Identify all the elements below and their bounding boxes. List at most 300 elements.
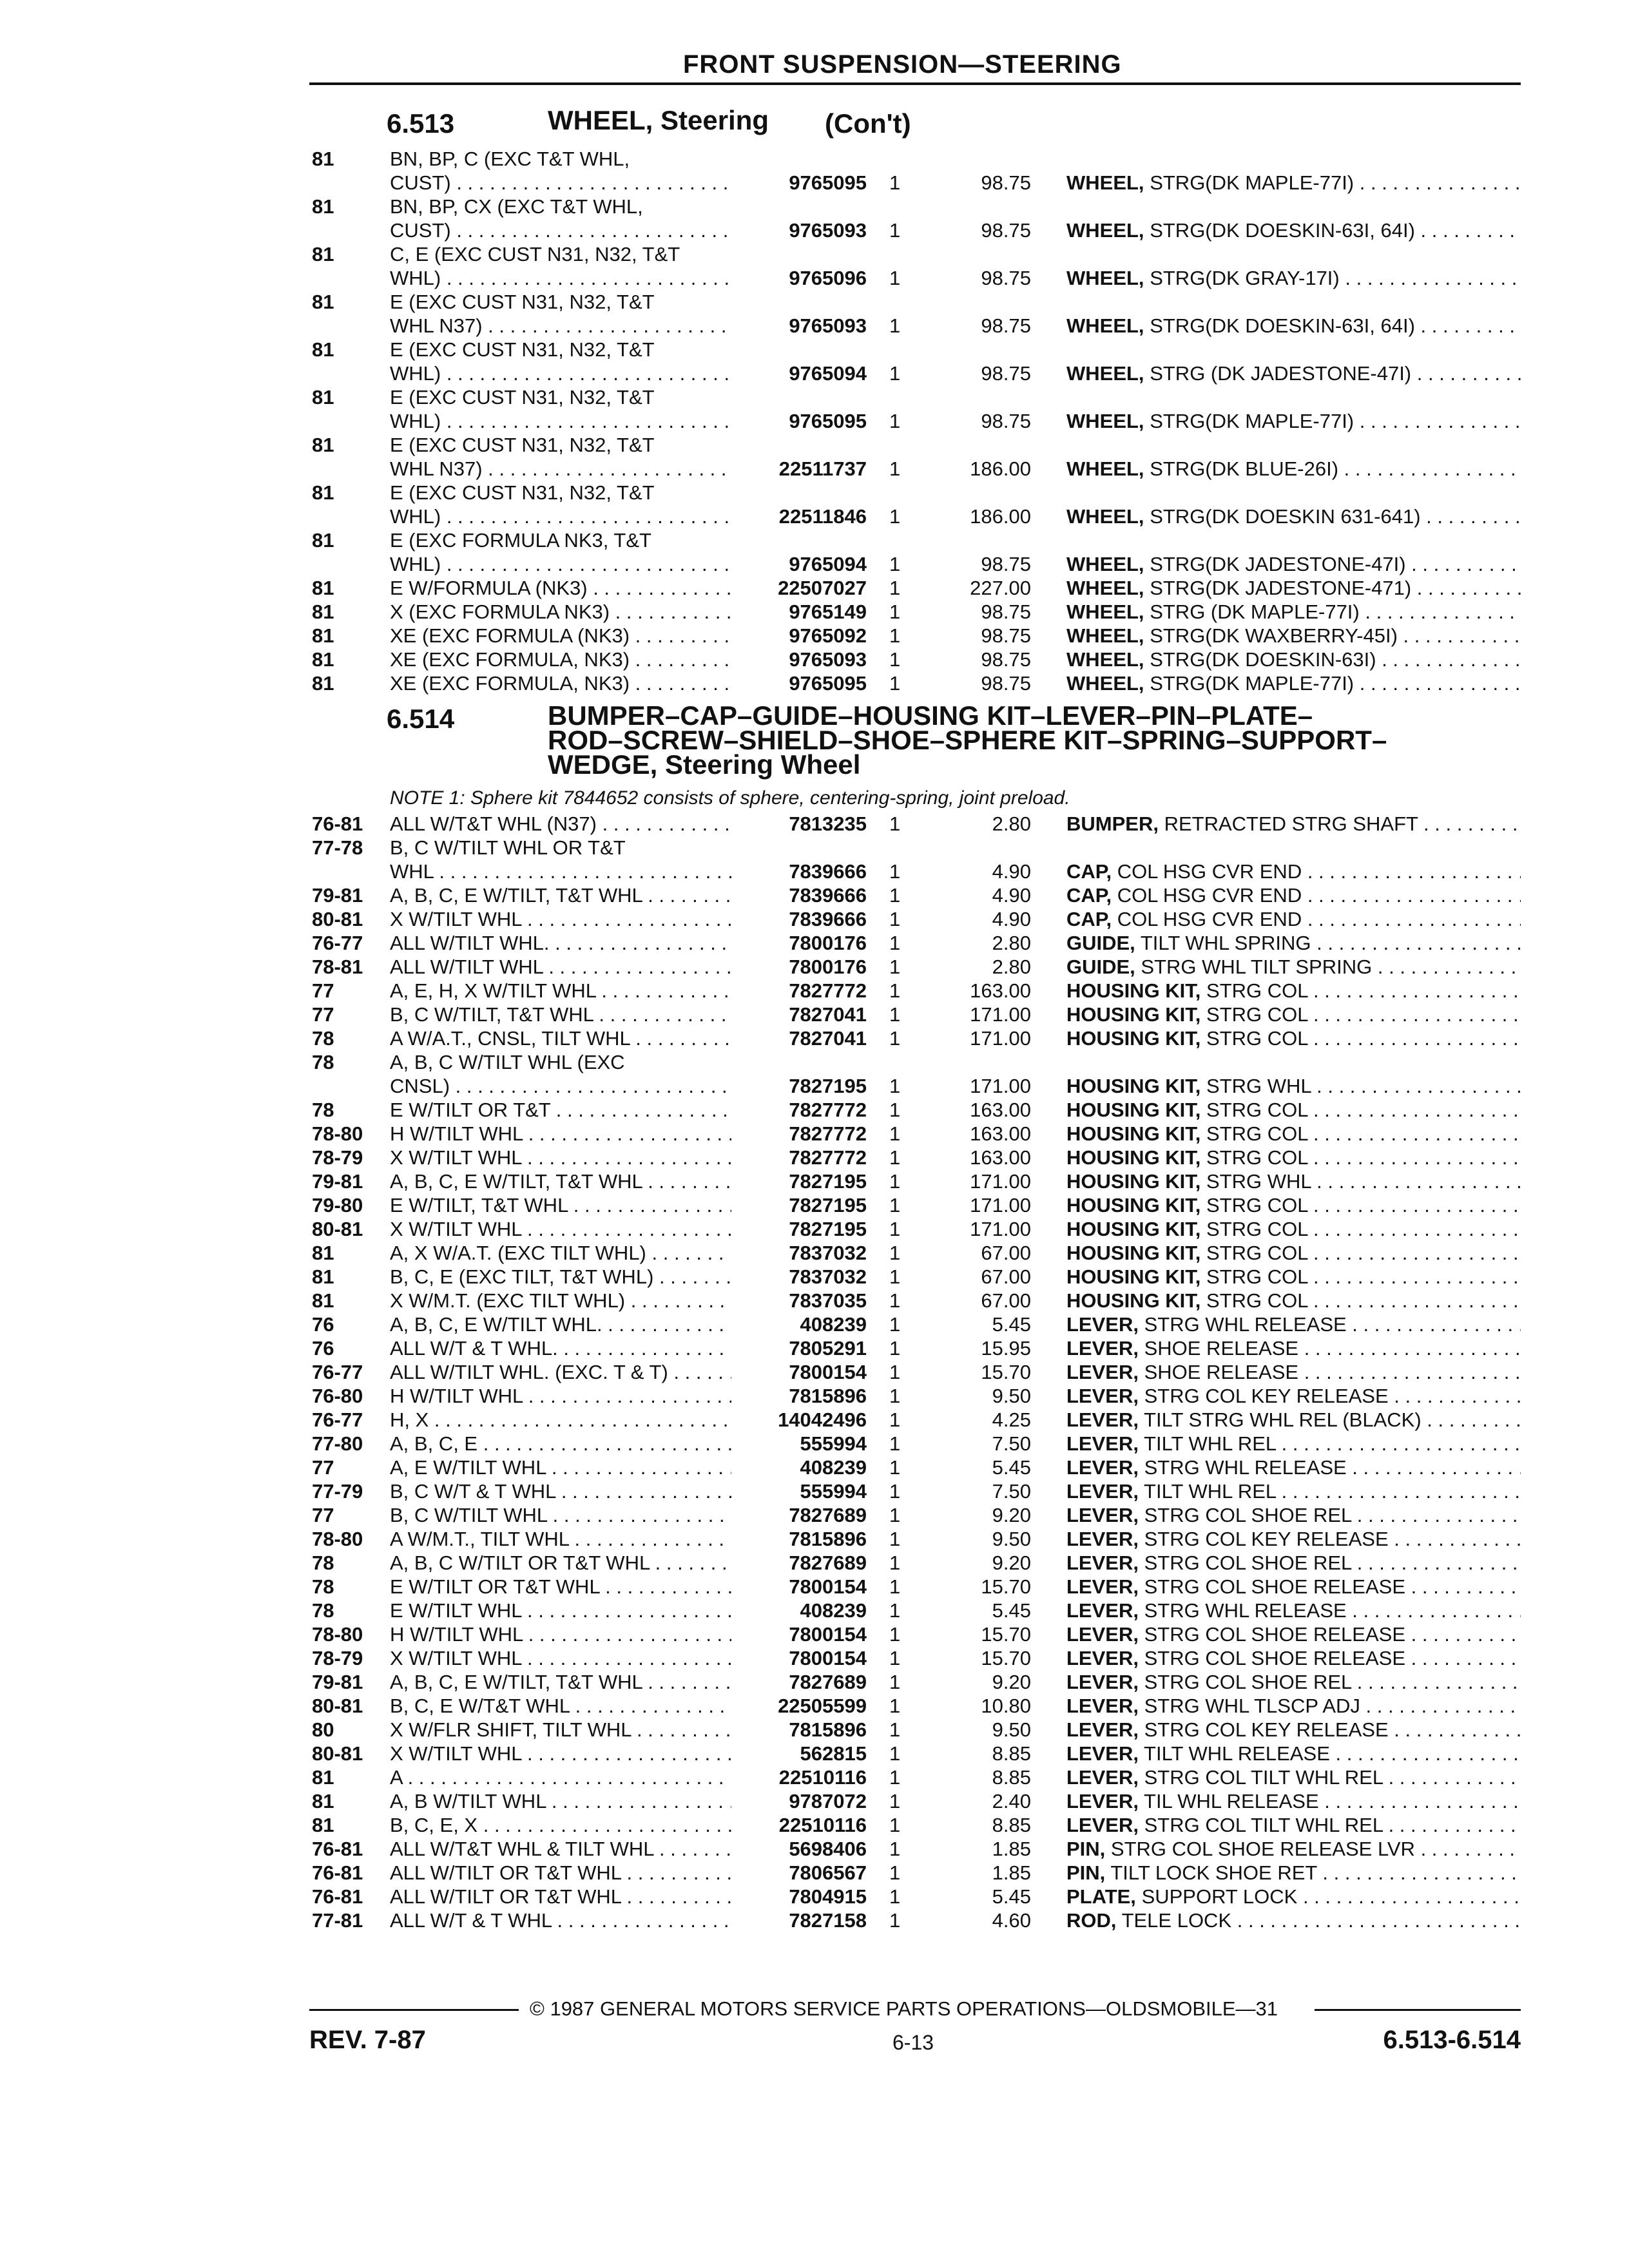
quantity: 1 (889, 1027, 901, 1050)
table-row (0, 361, 1629, 385)
part-name-detail: STRG(DK GRAY-17I) (1150, 267, 1340, 289)
table-row (0, 266, 1629, 290)
model-year: 77-78 (312, 836, 363, 859)
application-desc: E W/TILT, T&T WHL . . . (390, 1193, 731, 1217)
part-name-detail: STRG(DK BLUE-26I) (1150, 457, 1339, 480)
price: 163.00 (970, 1122, 1031, 1145)
part-name (1066, 907, 1521, 931)
part-name-bold: HOUSING KIT, (1066, 1003, 1201, 1026)
table-row (0, 812, 1629, 836)
model-year: 78-80 (312, 1122, 363, 1145)
part-name (1066, 1718, 1521, 1742)
part-name-bold: WHEEL, (1066, 624, 1144, 647)
application-desc: B, C W/TILT, T&T WHL . . . (390, 1003, 731, 1026)
application-desc: ALL W/TILT WHL . . . (390, 955, 731, 979)
price: 171.00 (970, 1170, 1031, 1193)
part-name-detail: TILT WHL REL (1144, 1432, 1277, 1455)
table-row (0, 1360, 1629, 1384)
quantity: 1 (889, 1838, 901, 1860)
part-number: 7800154 (789, 1623, 867, 1646)
part-name (1066, 1336, 1521, 1360)
part-name-bold: LEVER, (1066, 1575, 1139, 1598)
application-desc: B, C, E (EXC TILT, T&T WHL) . . . (390, 1265, 731, 1289)
table-row (0, 1098, 1629, 1122)
price: 98.75 (981, 672, 1031, 695)
price: 5.45 (992, 1456, 1031, 1479)
price: 9.50 (992, 1528, 1031, 1550)
application-desc: E (EXC FORMULA NK3, T&T (390, 529, 651, 552)
part-name (1066, 505, 1521, 528)
application-desc: CUST) . . . (390, 171, 731, 195)
part-name-detail: STRG COL (1206, 1289, 1308, 1312)
part-name-detail: TILT WHL REL (1144, 1480, 1277, 1503)
table-row (0, 1146, 1629, 1169)
part-number: 555994 (800, 1432, 867, 1455)
part-name (1066, 1599, 1521, 1622)
quantity: 1 (889, 1146, 901, 1169)
table-row (0, 1575, 1629, 1599)
part-name-bold: CAP, (1066, 860, 1112, 883)
part-name (1066, 1742, 1521, 1765)
quantity: 1 (889, 1552, 901, 1574)
model-year: 81 (312, 601, 334, 623)
table-row (0, 1384, 1629, 1408)
part-number: 7837032 (789, 1265, 867, 1288)
model-year: 81 (312, 291, 334, 313)
part-number: 7827195 (789, 1194, 867, 1216)
application-desc: WHL N37) . . . (390, 457, 731, 481)
part-name-detail: SUPPORT LOCK (1141, 1885, 1298, 1908)
application-desc: X W/M.T. (EXC TILT WHL) . . . (390, 1289, 731, 1312)
part-name-detail: SHOE RELEASE (1144, 1337, 1299, 1360)
application-desc: WHL . . . (390, 860, 731, 883)
model-year: 76-81 (312, 812, 363, 835)
part-number: 7827772 (789, 979, 867, 1002)
application-desc: X (EXC FORMULA NK3) . . . (390, 600, 731, 624)
quantity: 1 (889, 1504, 901, 1526)
table-row (0, 931, 1629, 955)
application-desc: ALL W/T & T WHL. . . . (390, 1336, 731, 1360)
header-rule (309, 82, 1521, 85)
part-name-detail: STRG COL (1206, 1003, 1308, 1026)
part-number: 9787072 (789, 1790, 867, 1812)
price: 171.00 (970, 1075, 1031, 1097)
model-year: 81 (312, 1766, 334, 1789)
table-row (0, 171, 1629, 195)
table-row (0, 907, 1629, 931)
model-year: 80 (312, 1718, 334, 1741)
table-row (0, 600, 1629, 624)
part-name-detail: STRG COL SHOE RELEASE (1144, 1575, 1406, 1598)
price: 2.80 (992, 932, 1031, 954)
price: 4.90 (992, 860, 1031, 883)
model-year: 79-81 (312, 884, 363, 907)
table-row (0, 481, 1629, 505)
price: 9.50 (992, 1718, 1031, 1741)
price: 171.00 (970, 1027, 1031, 1050)
application-desc: A, B, C, E . . . (390, 1432, 731, 1456)
model-year: 81 (312, 529, 334, 552)
application-desc: H, X . . . (390, 1408, 731, 1432)
price: 5.45 (992, 1599, 1031, 1622)
quantity: 1 (889, 1647, 901, 1669)
part-name (1066, 1789, 1521, 1813)
application-desc: ALL W/TILT WHL. (EXC. T & T) . . . (390, 1360, 731, 1384)
model-year: 78 (312, 1552, 334, 1574)
quantity: 1 (889, 1337, 901, 1360)
quantity: 1 (889, 1480, 901, 1503)
page-title: FRONT SUSPENSION—STEERING (683, 50, 1122, 79)
application-desc: CUST) . . . (390, 218, 731, 242)
model-year: 76-81 (312, 1861, 363, 1884)
price: 67.00 (981, 1242, 1031, 1264)
table-row (0, 147, 1629, 171)
part-name-bold: LEVER, (1066, 1337, 1139, 1360)
application-desc: ALL W/TILT OR T&T WHL . . . (390, 1885, 731, 1908)
quantity: 1 (889, 1385, 901, 1407)
revision-label: REV. 7-87 (309, 2026, 426, 2054)
quantity: 1 (889, 1361, 901, 1383)
quantity: 1 (889, 1194, 901, 1216)
part-name-bold: LEVER, (1066, 1313, 1139, 1336)
part-name-bold: CAP, (1066, 884, 1112, 907)
part-name (1066, 1885, 1521, 1908)
table-row (0, 1599, 1629, 1622)
table-row (0, 1265, 1629, 1289)
model-year: 79-81 (312, 1671, 363, 1693)
application-desc: X W/TILT WHL . . . (390, 907, 731, 931)
part-name-detail: STRG COL (1206, 1242, 1308, 1264)
quantity: 1 (889, 908, 901, 930)
quantity: 1 (889, 860, 901, 883)
model-year: 76-77 (312, 932, 363, 954)
table-row (0, 979, 1629, 1003)
model-year: 77 (312, 979, 334, 1002)
table-row (0, 290, 1629, 314)
application-desc: A W/A.T., CNSL, TILT WHL . . . (390, 1026, 731, 1050)
section-title (548, 700, 1387, 780)
part-number: 7827195 (789, 1218, 867, 1240)
price: 9.20 (992, 1504, 1031, 1526)
part-name-detail: STRG COL SHOE REL (1144, 1671, 1352, 1693)
part-number: 7815896 (789, 1385, 867, 1407)
application-desc: WHL) . . . (390, 361, 731, 385)
part-name-bold: WHEEL, (1066, 267, 1144, 289)
quantity: 1 (889, 267, 901, 289)
part-number: 7805291 (789, 1337, 867, 1360)
table-row (0, 1646, 1629, 1670)
model-year: 79-80 (312, 1194, 363, 1216)
part-name-detail: COL HSG CVR END (1117, 884, 1302, 907)
part-number: 7839666 (789, 884, 867, 907)
part-name-bold: LEVER, (1066, 1456, 1139, 1479)
quantity: 1 (889, 1408, 901, 1431)
application-desc: X W/TILT WHL . . . (390, 1146, 731, 1169)
application-desc: E (EXC CUST N31, N32, T&T (390, 386, 655, 408)
price: 98.75 (981, 267, 1031, 289)
table-row (0, 1885, 1629, 1908)
part-name-detail: STRG (DK JADESTONE-47I) (1150, 362, 1412, 385)
part-name-detail: STRG WHL TLSCP ADJ (1144, 1695, 1360, 1717)
section-title-line: ROD–SCREW–SHIELD–SHOE–SPHERE KIT–SPRING–SUPPORT– (548, 725, 1387, 755)
application-desc: XE (EXC FORMULA (NK3) . . . (390, 624, 731, 648)
part-number: 7827195 (789, 1075, 867, 1097)
application-desc: B, C W/T & T WHL . . . (390, 1479, 731, 1503)
table-row (0, 1122, 1629, 1146)
model-year: 80-81 (312, 1695, 363, 1717)
model-year: 78-80 (312, 1623, 363, 1646)
part-name-detail: STRG COL KEY RELEASE (1144, 1528, 1389, 1550)
part-name-detail: STRG(DK MAPLE-77I) (1150, 410, 1354, 432)
part-number: 555994 (800, 1480, 867, 1503)
part-name-detail: STRG(DK DOESKIN-63I, 64I) (1150, 219, 1415, 242)
part-number: 7827689 (789, 1504, 867, 1526)
table-row (0, 457, 1629, 481)
quantity: 1 (889, 1718, 901, 1741)
price: 163.00 (970, 1099, 1031, 1121)
part-name-bold: LEVER, (1066, 1599, 1139, 1622)
table-row (0, 1694, 1629, 1718)
model-year: 81 (312, 1242, 334, 1264)
part-name-detail: STRG COL (1206, 1099, 1308, 1121)
part-name-detail: STRG COL TILT WHL REL (1144, 1766, 1383, 1789)
part-name (1066, 1861, 1521, 1885)
part-name (1066, 1169, 1521, 1193)
price: 15.95 (981, 1337, 1031, 1360)
part-name (1066, 883, 1521, 907)
part-number: 408239 (800, 1599, 867, 1622)
quantity: 1 (889, 410, 901, 432)
table-row (0, 1456, 1629, 1479)
part-name (1066, 1217, 1521, 1241)
application-desc: WHL) . . . (390, 552, 731, 576)
application-desc: A, B, C, E W/TILT, T&T WHL . . . (390, 1670, 731, 1694)
quantity: 1 (889, 314, 901, 337)
part-number: 7800154 (789, 1361, 867, 1383)
application-desc: B, C, E W/T&T WHL . . . (390, 1694, 731, 1718)
price: 227.00 (970, 577, 1031, 599)
part-name (1066, 314, 1521, 338)
section-continued-label: (Con't) (825, 108, 911, 139)
application-desc: E W/FORMULA (NK3) . . . (390, 576, 731, 600)
part-name (1066, 931, 1521, 955)
price: 98.75 (981, 171, 1031, 194)
part-name-detail: STRG COL (1206, 1218, 1308, 1240)
part-name-detail: STRG(DK MAPLE-77I) (1150, 672, 1354, 695)
price: 4.60 (992, 1909, 1031, 1932)
table-row (0, 648, 1629, 671)
part-name-bold: LEVER, (1066, 1814, 1139, 1836)
part-number: 7827772 (789, 1099, 867, 1121)
part-name-bold: WHEEL, (1066, 457, 1144, 480)
quantity: 1 (889, 1099, 901, 1121)
part-number: 5698406 (789, 1838, 867, 1860)
model-year: 81 (312, 148, 334, 170)
price: 171.00 (970, 1194, 1031, 1216)
part-number: 7806567 (789, 1861, 867, 1884)
part-name-bold: ROD, (1066, 1909, 1117, 1932)
model-year: 78-79 (312, 1146, 363, 1169)
table-row (0, 195, 1629, 218)
part-name-bold: HOUSING KIT, (1066, 1242, 1201, 1264)
price: 98.75 (981, 624, 1031, 647)
part-name-detail: STRG COL (1206, 979, 1308, 1002)
model-year: 77-81 (312, 1909, 363, 1932)
table-row (0, 1551, 1629, 1575)
quantity: 1 (889, 1695, 901, 1717)
price: 15.70 (981, 1361, 1031, 1383)
application-desc: A, B W/TILT WHL . . . (390, 1789, 731, 1813)
part-name-detail: COL HSG CVR END (1117, 908, 1302, 930)
part-name-bold: LEVER, (1066, 1623, 1139, 1646)
price: 5.45 (992, 1885, 1031, 1908)
part-name-bold: HOUSING KIT, (1066, 1122, 1201, 1145)
application-desc: B, C W/TILT WHL . . . (390, 1503, 731, 1527)
table-row (0, 1003, 1629, 1026)
price: 98.75 (981, 410, 1031, 432)
quantity: 1 (889, 1790, 901, 1812)
part-name (1066, 576, 1521, 600)
model-year: 81 (312, 434, 334, 456)
part-name-bold: LEVER, (1066, 1385, 1139, 1407)
part-name-detail: RETRACTED STRG SHAFT (1164, 812, 1418, 835)
application-desc: A, E, H, X W/TILT WHL . . . (390, 979, 731, 1003)
table-row (0, 552, 1629, 576)
part-name (1066, 457, 1521, 481)
part-number: 9765096 (789, 267, 867, 289)
part-number: 14042496 (778, 1408, 867, 1431)
part-number: 7800154 (789, 1575, 867, 1598)
table-row (0, 1670, 1629, 1694)
part-name-bold: HOUSING KIT, (1066, 1218, 1201, 1240)
table-row (0, 1074, 1629, 1098)
part-name-detail: STRG COL TILT WHL REL (1144, 1814, 1383, 1836)
application-desc: ALL W/TILT WHL. . . . (390, 931, 731, 955)
footer-rule-right (1315, 2009, 1521, 2011)
part-number: 9765093 (789, 648, 867, 671)
application-desc: XE (EXC FORMULA, NK3) . . . (390, 648, 731, 671)
model-year: 81 (312, 386, 334, 408)
part-name-bold: PLATE, (1066, 1885, 1136, 1908)
part-number: 7837035 (789, 1289, 867, 1312)
page-footer (0, 1991, 1629, 2055)
part-name-detail: TILT STRG WHL REL (BLACK) (1144, 1408, 1422, 1431)
table-row (0, 1432, 1629, 1456)
application-desc: E (EXC CUST N31, N32, T&T (390, 481, 655, 504)
price: 67.00 (981, 1289, 1031, 1312)
part-number: 7827041 (789, 1027, 867, 1050)
application-desc: CNSL) . . . (390, 1074, 731, 1098)
part-number: 7827772 (789, 1122, 867, 1145)
quantity: 1 (889, 956, 901, 978)
quantity: 1 (889, 1289, 901, 1312)
model-year: 78-81 (312, 956, 363, 978)
part-name-detail: STRG COL SHOE RELEASE LVR (1110, 1838, 1415, 1860)
application-desc: WHL) . . . (390, 505, 731, 528)
part-name-detail: COL HSG CVR END (1117, 860, 1302, 883)
part-name-bold: WHEEL, (1066, 601, 1144, 623)
price: 98.75 (981, 362, 1031, 385)
part-number: 9765093 (789, 219, 867, 242)
application-desc: ALL W/T&T WHL & TILT WHL . . . (390, 1837, 731, 1861)
model-year: 81 (312, 577, 334, 599)
application-desc: A, B, C, E W/TILT, T&T WHL . . . (390, 883, 731, 907)
part-name-bold: LEVER, (1066, 1361, 1139, 1383)
quantity: 1 (889, 577, 901, 599)
part-name-bold: PIN, (1066, 1838, 1106, 1860)
model-year: 78 (312, 1575, 334, 1598)
part-name (1066, 1146, 1521, 1169)
table-row (0, 1861, 1629, 1885)
part-name-detail: STRG COL SHOE RELEASE (1144, 1647, 1406, 1669)
part-name-bold: LEVER, (1066, 1432, 1139, 1455)
table-row (0, 338, 1629, 361)
table-row (0, 1312, 1629, 1336)
quantity: 1 (889, 1122, 901, 1145)
table-row (0, 528, 1629, 552)
model-year: 81 (312, 1265, 334, 1288)
part-name (1066, 1551, 1521, 1575)
part-number: 9765095 (789, 410, 867, 432)
price: 9.20 (992, 1552, 1031, 1574)
price: 4.90 (992, 908, 1031, 930)
part-name-detail: STRG WHL TILT SPRING (1141, 956, 1373, 978)
quantity: 1 (889, 1313, 901, 1336)
model-year: 77 (312, 1456, 334, 1479)
part-number: 7815896 (789, 1718, 867, 1741)
price: 2.80 (992, 812, 1031, 835)
quantity: 1 (889, 884, 901, 907)
price: 7.50 (992, 1432, 1031, 1455)
table-row (0, 1479, 1629, 1503)
part-name (1066, 624, 1521, 648)
part-number: 7827689 (789, 1552, 867, 1574)
price: 163.00 (970, 1146, 1031, 1169)
part-name (1066, 1026, 1521, 1050)
model-year: 76-81 (312, 1838, 363, 1860)
quantity: 1 (889, 648, 901, 671)
model-year: 81 (312, 243, 334, 265)
part-name-bold: HOUSING KIT, (1066, 1146, 1201, 1169)
part-number: 7827195 (789, 1170, 867, 1193)
model-year: 81 (312, 195, 334, 218)
part-name (1066, 1098, 1521, 1122)
application-desc: BN, BP, CX (EXC T&T WHL, (390, 195, 643, 218)
table-row (0, 433, 1629, 457)
model-year: 81 (312, 648, 334, 671)
part-name (1066, 1384, 1521, 1408)
model-year: 81 (312, 672, 334, 695)
part-name (1066, 1122, 1521, 1146)
model-year: 80-81 (312, 908, 363, 930)
quantity: 1 (889, 457, 901, 480)
application-desc: X W/TILT WHL . . . (390, 1217, 731, 1241)
quantity: 1 (889, 1456, 901, 1479)
part-name (1066, 1503, 1521, 1527)
footer-copyright: © 1987 GENERAL MOTORS SERVICE PARTS OPERATIONS—OLDSMOBILE—31 (530, 1997, 1278, 2020)
application-desc: E W/TILT OR T&T . . . (390, 1098, 731, 1122)
table-row (0, 1622, 1629, 1646)
part-name-detail: STRG WHL RELEASE (1144, 1313, 1347, 1336)
part-name-bold: HOUSING KIT, (1066, 1099, 1201, 1121)
section-range: 6.513-6.514 (1383, 2026, 1521, 2054)
model-year: 76-81 (312, 1885, 363, 1908)
quantity: 1 (889, 1170, 901, 1193)
part-number: 7827158 (789, 1909, 867, 1932)
part-number: 7800176 (789, 956, 867, 978)
price: 9.50 (992, 1385, 1031, 1407)
table-row (0, 955, 1629, 979)
